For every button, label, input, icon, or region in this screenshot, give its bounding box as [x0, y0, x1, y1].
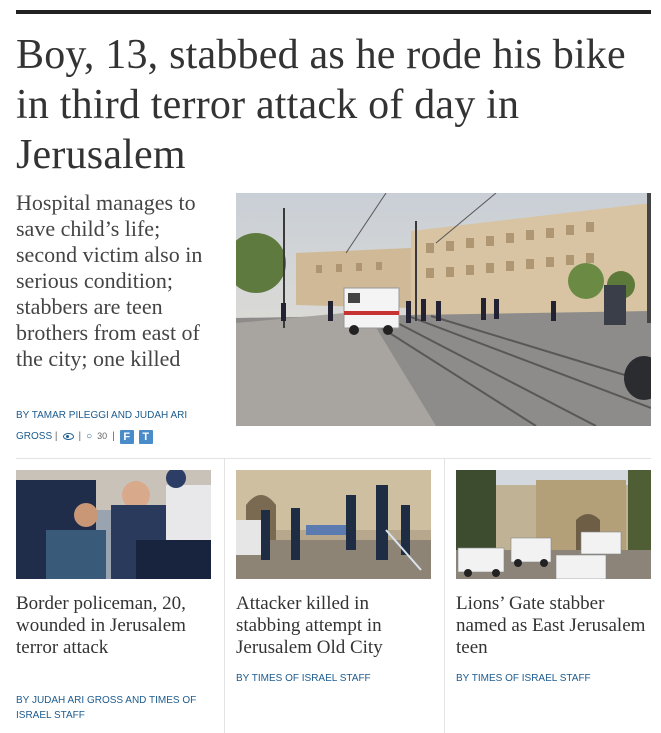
main-article-image[interactable]: [236, 193, 651, 426]
facebook-share-button[interactable]: F: [120, 430, 134, 444]
comment-count[interactable]: 30: [97, 431, 108, 441]
column-divider: [444, 458, 445, 733]
related-title-1[interactable]: Border policeman, 20, wounded in Jerusalem terror attack: [16, 593, 186, 658]
article-headline[interactable]: Boy, 13, stabbed as he rode his bike in third terror attack of day in Jerusalem: [16, 32, 626, 178]
section-divider: [16, 458, 651, 459]
article-meta: | | ○ 30 | F T: [55, 426, 153, 447]
related-byline-3[interactable]: BY TIMES OF ISRAEL STAFF: [456, 673, 591, 684]
related-image-3[interactable]: [456, 470, 651, 579]
police-officers-illustration: [16, 470, 211, 579]
article-subhead: Hospital manages to save child’s life; second victim also in serious condition; stabbers are teen brothers from east of the city; one killed: [16, 190, 203, 371]
column-divider: [224, 458, 225, 733]
comment-icon[interactable]: ○: [86, 431, 93, 442]
twitter-share-button[interactable]: T: [139, 430, 153, 444]
related-title-3[interactable]: Lions’ Gate stabber named as East Jerusalem teen: [456, 593, 646, 658]
related-title-2[interactable]: Attacker killed in stabbing attempt in Jerusalem Old City: [236, 593, 383, 658]
lions-gate-illustration: [456, 470, 651, 579]
related-image-1[interactable]: [16, 470, 211, 579]
related-byline-2[interactable]: BY TIMES OF ISRAEL STAFF: [236, 673, 371, 684]
old-city-gate-illustration: [236, 470, 431, 579]
eye-icon: [63, 433, 74, 440]
top-rule: [16, 10, 651, 14]
article-byline[interactable]: BY TAMAR PILEGGI AND JUDAH ARI GROSS: [16, 410, 188, 443]
related-byline-1[interactable]: BY JUDAH ARI GROSS AND TIMES OF ISRAEL STAFF: [16, 695, 197, 721]
article-byline-block: [16, 405, 221, 447]
street-scene-illustration: [236, 193, 651, 426]
related-image-2[interactable]: [236, 470, 431, 579]
